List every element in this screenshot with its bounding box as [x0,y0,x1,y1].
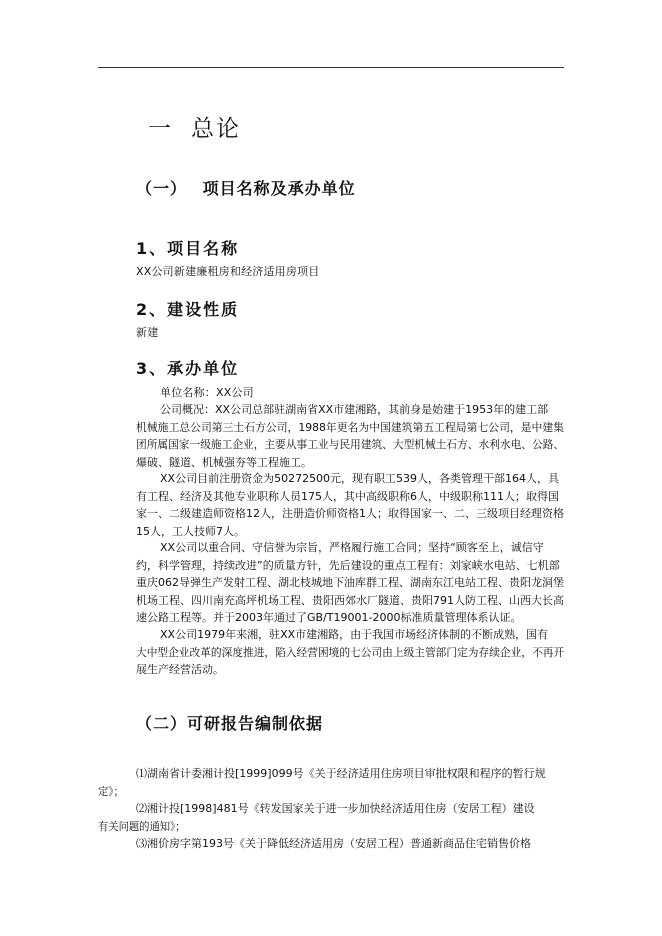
reference-line: ⑶湘价房字第193号《关于降低经济适用房（安居工程）普通新商品住宅销售价格 [136,837,531,850]
unit-name-text: 单位名称：XX公司 [160,386,254,399]
paragraph-line: 速公路工程等。并于2003年通过了GB/T19001-2000标准质量管理体系认证。 [136,611,522,624]
chapter-number: 一 [148,116,173,142]
paragraph-line: XX公司1979年来湘，驻XX市建湘路，由于我国市场经济体制的不断成熟，国有 [160,628,549,641]
header-rule [98,67,564,68]
reference-line: ⑵湘计投[1998]481号《转发国家关于进一步加快经济适用住房（安居工程）建设 [136,802,535,815]
company-projects-paragraph [136,539,564,627]
reference-item-3 [128,835,564,853]
reference-line: 定》； [98,784,124,798]
company-overview-paragraph [136,401,564,471]
section-heading-2: （二）可研报告编制依据 [136,714,324,733]
item-heading-host-unit: 3、承办单位 [136,359,240,378]
item-heading-construction-nature: 2、建设性质 [136,300,240,319]
paragraph-line: 机械施工总公司第三土石方公司，1988年更名为中国建筑第五工程局第七公司，是中建集 [136,420,565,434]
reference-item-1 [98,765,564,800]
reference-line: 有关问题的通知》； [98,819,186,833]
paragraph-line: 展生产经营活动。 [136,663,224,676]
paragraph-line: 重庆062导弹生产发射工程、湖北枝城地下油库群工程、湖南东江电站工程、贵阳龙洞堡 [136,576,564,589]
project-name-text: XX公司新建廉租房和经济适用房项目 [136,265,320,278]
paragraph-line: 家一、二级建造师资格12人，注册造价师资格1人；取得国家一、二、三级项目经理资格 [136,507,564,520]
paragraph-line: 大中型企业改革的深度推进，陷入经营困境的七公司由上级主管部门定为存续企业，不再开 [136,645,565,659]
paragraph-line: XX公司以重合同、守信誉为宗旨，严格履行施工合同；坚持“顾客至上，诚信守 [160,541,544,554]
paragraph-line: 团所属国家一级施工企业，主要从事工业与民用建筑、大型机械土石方、水利水电、公路、 [136,438,565,451]
chapter-heading: 总论 [191,116,241,142]
reference-item-2 [98,800,564,835]
reference-line: ⑴湖南省计委湘计投[1999]099号《关于经济适用住房项目审批权限和程序的暂行规 [136,767,546,780]
paragraph-line: 有工程、经济及其他专业职称人员175人，其中高级职称6人，中级职称111人；取得国 [136,489,559,503]
construction-nature-text: 新建 [136,326,159,339]
paragraph-line: 机场工程、四川南充高坪机场工程、贵阳西郊水厂隧道、贵阳791人防工程、山西大长高 [136,593,564,607]
item-heading-project-name: 1、项目名称 [136,239,240,258]
paragraph-line: 公司概况：XX公司总部驻湖南省XX市建湘路，其前身是始建于1953年的建工部 [160,403,549,416]
paragraph-line: 约，科学管理，持续改进”的质量方针，先后建设的重点工程有：刘家峡水电站、七机部 [136,558,560,572]
chapter-title [148,110,241,143]
company-capital-paragraph [136,470,564,540]
section-heading-1: （一） 项目名称及承办单位 [136,179,356,198]
paragraph-line: XX公司目前注册资金为50272500元，现有职工539人，各类管理干部164人，具 [160,472,560,485]
paragraph-line: 15人，工人技师7人。 [136,524,245,538]
company-history-paragraph [136,626,564,679]
paragraph-line: 爆破、隧道、机械强夯等工程施工。 [136,455,312,469]
